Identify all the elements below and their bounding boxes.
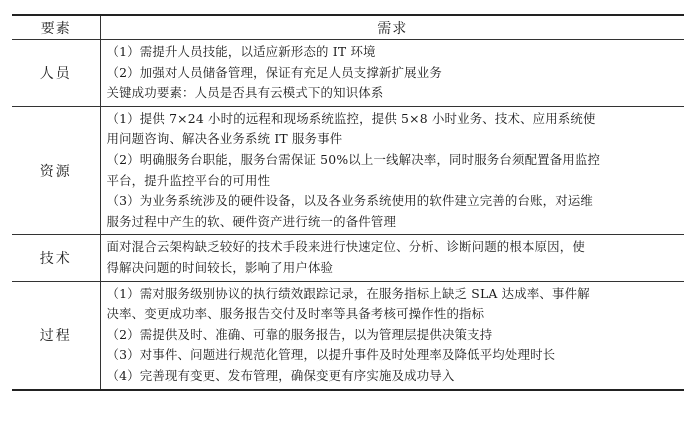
content-line: （4）完善现有变更、发布管理，确保变更有序实施及成功导入 bbox=[106, 367, 455, 383]
table-row-resources bbox=[12, 106, 684, 235]
content-line: （1）需对服务级别协议的执行绩效跟踪记录，在服务指标上缺乏 SLA 达成率、事件解 bbox=[106, 285, 590, 301]
content-line: （2）明确服务台职能，服务台需保证 50%以上一线解决率，同时服务台须配置备用监控 bbox=[106, 151, 601, 167]
table-row-process bbox=[12, 281, 684, 389]
header-element: 要素 bbox=[12, 15, 100, 40]
content-line: 得解决问题的时间较长，影响了用户体验 bbox=[106, 259, 334, 275]
content-line: 面对混合云架构缺乏较好的技术手段来进行快速定位、分析、诊断问题的根本原因，使 bbox=[106, 239, 585, 255]
table-row-technology bbox=[12, 235, 684, 281]
row-content-personnel bbox=[100, 40, 684, 107]
content-line: （3）对事件、问题进行规范化管理，以提升事件及时处理率及降低平均处理时长 bbox=[106, 347, 556, 363]
table-header-row bbox=[12, 15, 684, 40]
content-line: （1）需提升人员技能，以适应新形态的 IT 环境 bbox=[106, 44, 376, 59]
content-line: （2）需提供及时、准确、可靠的服务报告，以为管理层提供决策支持 bbox=[106, 326, 493, 342]
row-content-process bbox=[100, 281, 684, 389]
content-line: （1）提供 7×24 小时的远程和现场系统监控，提供 5×8 小时业务、技术、应用系统使 bbox=[106, 110, 596, 126]
row-key-resources: 资源 bbox=[12, 106, 100, 235]
table-row-personnel bbox=[12, 40, 684, 107]
row-key-technology: 技术 bbox=[12, 235, 100, 281]
content-line: 平台，提升监控平台的可用性 bbox=[106, 172, 271, 188]
row-key-process: 过程 bbox=[12, 281, 100, 389]
content-line: 关键成功要素：人员是否具有云模式下的知识体系 bbox=[106, 85, 384, 101]
header-requirement: 需求 bbox=[100, 15, 684, 40]
content-line: （3）为业务系统涉及的硬件设备，以及各业务系统使用的软件建立完善的台账，对运维 bbox=[106, 193, 594, 209]
content-line: 服务过程中产生的软、硬件资产进行统一的备件管理 bbox=[106, 213, 397, 229]
content-line: 用问题咨询、解决各业务系统 IT 服务事件 bbox=[106, 131, 343, 147]
content-line: （2）加强对人员储备管理，保证有充足人员支撑新扩展业务 bbox=[106, 64, 442, 80]
content-line: 决率、变更成功率、服务报告交付及时率等具备考核可操作性的指标 bbox=[106, 306, 485, 322]
row-key-personnel: 人员 bbox=[12, 40, 100, 107]
row-content-technology bbox=[100, 235, 684, 281]
requirements-table bbox=[12, 14, 684, 391]
row-content-resources bbox=[100, 106, 684, 235]
